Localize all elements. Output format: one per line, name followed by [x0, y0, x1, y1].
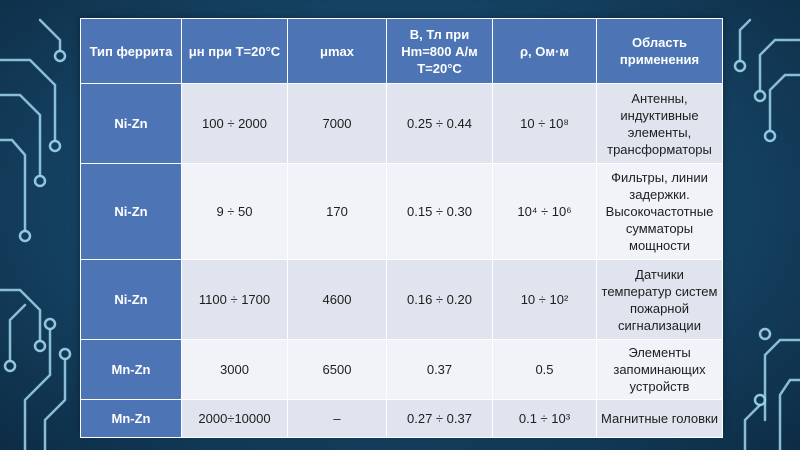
header-mu-n: μн при T=20°C: [182, 19, 288, 84]
circuit-trace: [740, 20, 750, 60]
cell-mu-n: 2000÷10000: [182, 400, 288, 438]
cell-mu-max: 4600: [288, 260, 387, 340]
circuit-node: [765, 131, 775, 141]
circuit-trace: [45, 360, 65, 450]
header-mu-max: μmax: [288, 19, 387, 84]
cell-rho: 0.1 ÷ 10³: [493, 400, 597, 438]
circuit-node: [35, 341, 45, 351]
circuit-trace: [780, 380, 800, 450]
cell-mu-n: 3000: [182, 340, 288, 400]
cell-rho: 10⁴ ÷ 10⁶: [493, 164, 597, 260]
cell-type: Mn-Zn: [81, 340, 182, 400]
cell-b: 0.16 ÷ 0.20: [387, 260, 493, 340]
cell-area: Антенны, индуктивные элементы, трансформаторы: [597, 84, 723, 164]
cell-b: 0.15 ÷ 0.30: [387, 164, 493, 260]
circuit-node: [735, 61, 745, 71]
header-b: B, Тл при Hm=800 А/м T=20°C: [387, 19, 493, 84]
table-row: [81, 260, 723, 340]
table-row: [81, 400, 723, 438]
circuit-trace: [770, 75, 800, 130]
circuit-node: [60, 349, 70, 359]
header-area: Область применения: [597, 19, 723, 84]
header-rho: ρ, Ом·м: [493, 19, 597, 84]
circuit-node: [55, 51, 65, 61]
cell-area: Датчики температур систем пожарной сигнализации: [597, 260, 723, 340]
cell-type: Ni-Zn: [81, 164, 182, 260]
circuit-node: [35, 176, 45, 186]
circuit-node: [5, 361, 15, 371]
cell-b: 0.37: [387, 340, 493, 400]
cell-type: Ni-Zn: [81, 260, 182, 340]
circuit-trace: [0, 95, 40, 175]
cell-type: Mn-Zn: [81, 400, 182, 438]
cell-mu-max: –: [288, 400, 387, 438]
cell-rho: 10 ÷ 10²: [493, 260, 597, 340]
cell-type: Ni-Zn: [81, 84, 182, 164]
table-row: [81, 340, 723, 400]
circuit-trace: [10, 305, 25, 360]
circuit-trace: [40, 20, 60, 50]
circuit-trace: [760, 40, 800, 90]
cell-area: Элементы запоминающих устройств: [597, 340, 723, 400]
cell-rho: 10 ÷ 10⁸: [493, 84, 597, 164]
circuit-node: [45, 319, 55, 329]
circuit-node: [760, 329, 770, 339]
table-header-row: [81, 19, 723, 84]
header-type: Тип феррита: [81, 19, 182, 84]
cell-rho: 0.5: [493, 340, 597, 400]
table-row: [81, 164, 723, 260]
ferrite-table: [80, 18, 723, 438]
cell-mu-max: 7000: [288, 84, 387, 164]
cell-mu-max: 6500: [288, 340, 387, 400]
circuit-trace: [0, 60, 55, 140]
circuit-trace: [745, 405, 760, 450]
circuit-trace: [0, 140, 25, 230]
cell-mu-n: 1100 ÷ 1700: [182, 260, 288, 340]
circuit-node: [755, 395, 765, 405]
circuit-node: [755, 91, 765, 101]
cell-area: Фильтры, линии задержки. Высокочастотные сумматоры мощности: [597, 164, 723, 260]
cell-b: 0.25 ÷ 0.44: [387, 84, 493, 164]
cell-mu-n: 100 ÷ 2000: [182, 84, 288, 164]
table-row: [81, 84, 723, 164]
circuit-trace: [0, 290, 40, 340]
cell-b: 0.27 ÷ 0.37: [387, 400, 493, 438]
ferrite-table-container: [80, 18, 722, 432]
circuit-node: [20, 231, 30, 241]
cell-mu-n: 9 ÷ 50: [182, 164, 288, 260]
cell-mu-max: 170: [288, 164, 387, 260]
cell-area: Магнитные головки: [597, 400, 723, 438]
circuit-node: [50, 141, 60, 151]
